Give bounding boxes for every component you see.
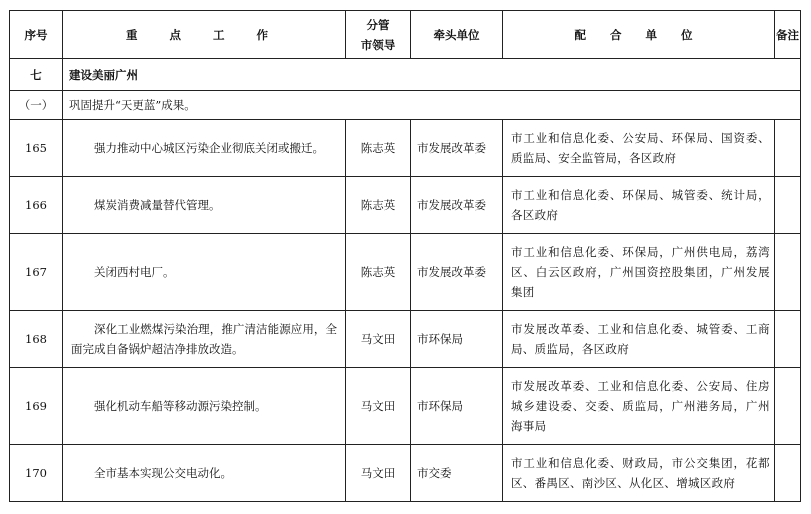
- row-lead-unit: 市环保局: [411, 311, 503, 368]
- table-row: [10, 445, 801, 502]
- table-row: [10, 120, 801, 177]
- subsection-row: [10, 91, 801, 120]
- table-row: [10, 311, 801, 368]
- row-leader: 马文田: [346, 311, 411, 368]
- row-leader: 陈志英: [346, 234, 411, 311]
- header-row: [10, 11, 801, 59]
- row-seq: 167: [10, 234, 63, 311]
- row-leader: 马文田: [346, 368, 411, 445]
- row-coop-unit: 市工业和信息化委、环保局、城管委、统计局，各区政府: [503, 177, 775, 234]
- row-work: 全市基本实现公交电动化。: [63, 445, 346, 502]
- row-note: [775, 177, 801, 234]
- table-row: [10, 368, 801, 445]
- row-coop-unit: 市工业和信息化委、环保局，广州供电局，荔湾区、白云区政府，广州国资控股集团，广州发展集团: [503, 234, 775, 311]
- header-lead-unit: 牵头单位: [411, 11, 503, 59]
- row-coop-unit: 市发展改革委、工业和信息化委、城管委、工商局、质监局，各区政府: [503, 311, 775, 368]
- row-leader: 陈志英: [346, 120, 411, 177]
- header-coop-unit: 配 合 单 位: [503, 11, 775, 59]
- header-note: 备注: [775, 11, 801, 59]
- row-coop-unit: 市工业和信息化委、财政局，市公交集团，花都区、番禺区、南沙区、从化区、增城区政府: [503, 445, 775, 502]
- row-seq: 165: [10, 120, 63, 177]
- subsection-title: 巩固提升“天更蓝”成果。: [63, 91, 801, 120]
- header-leader-line1: 分管: [366, 17, 390, 32]
- row-seq: 170: [10, 445, 63, 502]
- row-lead-unit: 市发展改革委: [411, 234, 503, 311]
- header-leader: [346, 11, 411, 59]
- row-lead-unit: 市环保局: [411, 368, 503, 445]
- subsection-num: （一）: [10, 91, 63, 120]
- row-work: 强化机动车船等移动源污染控制。: [63, 368, 346, 445]
- row-note: [775, 234, 801, 311]
- table-row: [10, 177, 801, 234]
- header-work: 重 点 工 作: [63, 11, 346, 59]
- work-plan-table: [9, 10, 801, 502]
- row-work: 强力推动中心城区污染企业彻底关闭或搬迁。: [63, 120, 346, 177]
- row-work: 关闭西村电厂。: [63, 234, 346, 311]
- header-leader-line2: 市领导: [360, 37, 396, 52]
- section-num: 七: [10, 59, 63, 91]
- row-lead-unit: 市交委: [411, 445, 503, 502]
- section-row: [10, 59, 801, 91]
- row-coop-unit: 市工业和信息化委、公安局、环保局、国资委、质监局、安全监管局，各区政府: [503, 120, 775, 177]
- table-row: [10, 234, 801, 311]
- row-lead-unit: 市发展改革委: [411, 177, 503, 234]
- row-lead-unit: 市发展改革委: [411, 120, 503, 177]
- header-seq: 序号: [10, 11, 63, 59]
- row-note: [775, 445, 801, 502]
- row-note: [775, 368, 801, 445]
- row-work: 深化工业燃煤污染治理，推广清洁能源应用，全面完成自备锅炉超洁净排放改造。: [63, 311, 346, 368]
- row-note: [775, 311, 801, 368]
- row-seq: 166: [10, 177, 63, 234]
- row-note: [775, 120, 801, 177]
- row-leader: 陈志英: [346, 177, 411, 234]
- section-title: 建设美丽广州: [63, 59, 801, 91]
- row-coop-unit: 市发展改革委、工业和信息化委、公安局、住房城乡建设委、交委、质监局，广州港务局，广州海事局: [503, 368, 775, 445]
- row-seq: 168: [10, 311, 63, 368]
- row-leader: 马文田: [346, 445, 411, 502]
- row-work: 煤炭消费减量替代管理。: [63, 177, 346, 234]
- row-seq: 169: [10, 368, 63, 445]
